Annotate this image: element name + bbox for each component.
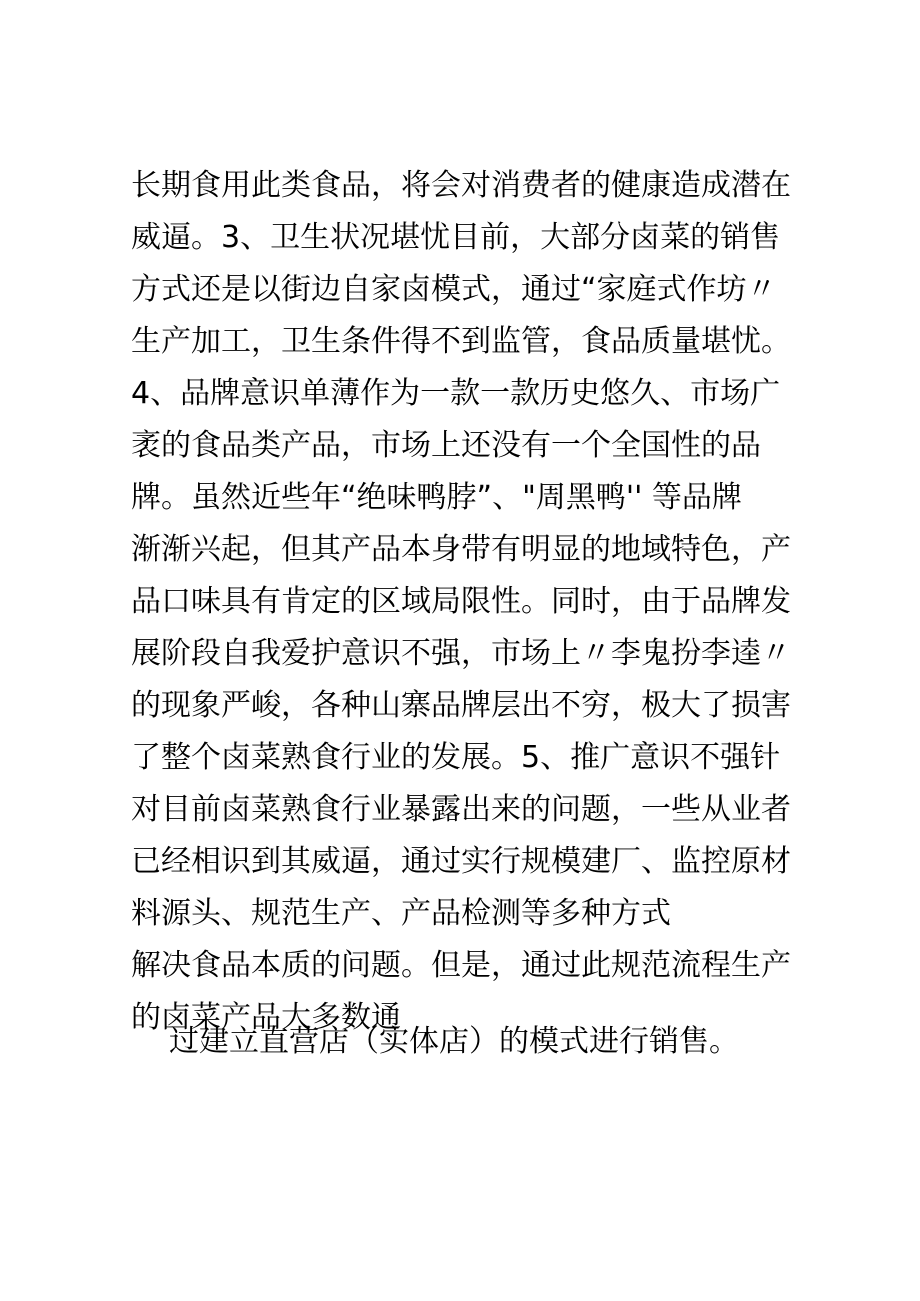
text-line: 对目前卤菜熟食行业暴露出来的问题，一些从业者	[131, 792, 791, 827]
body-paragraph	[131, 160, 791, 1044]
text-line: 渐渐兴起，但其产品本身带有明显的地域特色，产	[131, 532, 791, 567]
text-line: 已经相识到其威逼，通过实行规模建厂、监控原材	[131, 844, 791, 879]
text-line: 方式还是以街边自家卤模式，通过“家庭式作坊〃	[131, 272, 777, 307]
text-line: 展阶段自我爱护意识不强，市场上〃李鬼扮李逵〃	[131, 636, 791, 671]
text-line: 袤的食品类产品，市场上还没有一个全国性的品	[131, 428, 761, 463]
text-line: 的卤菜产品大多数通	[131, 1000, 401, 1035]
text-line: 了整个卤菜熟食行业的发展。5、推广意识不强针	[131, 740, 781, 775]
text-line: 的现象严峻，各种山寨品牌层出不穷，极大了损害	[131, 688, 791, 723]
final-paragraph: 过建立直营店（实体店）的模式进行销售。	[169, 1024, 739, 1059]
text-line: 4、品牌意识单薄作为一款一款历史悠久、市场广	[131, 376, 781, 411]
text-line: 解决食品本质的问题。但是，通过此规范流程生产	[131, 948, 791, 983]
text-line: 品口味具有肯定的区域局限性。同时，由于品牌发	[131, 584, 791, 619]
text-line: 料源头、规范生产、产品检测等多种方式	[131, 896, 671, 931]
text-line: 长期食用此类食品，将会对消费者的健康造成潜在	[131, 168, 791, 203]
text-line: 生产加工，卫生条件得不到监管，食品质量堪忧。	[131, 324, 791, 359]
text-line: 牌。虽然近些年“绝味鸭脖”、"周黑鸭'' 等品牌	[131, 480, 742, 515]
text-line: 威逼。3、卫生状况堪忧目前，大部分卤菜的销售	[131, 220, 781, 255]
